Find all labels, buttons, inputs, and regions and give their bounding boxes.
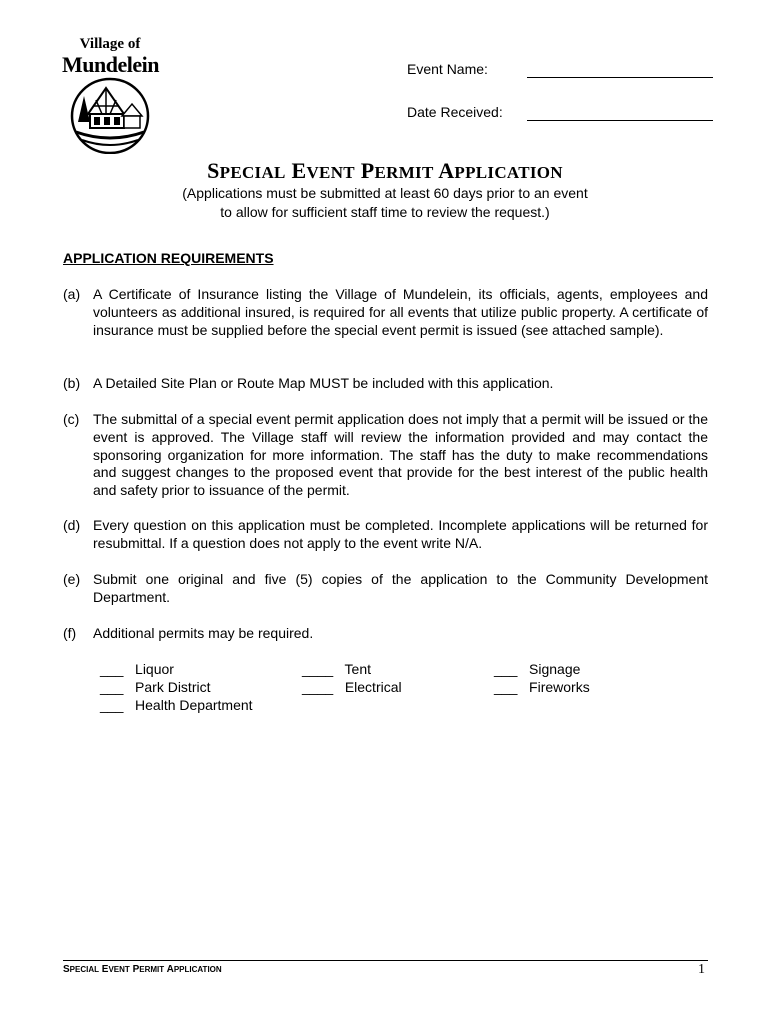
event-name-label: Event Name: [407,61,488,77]
requirement-label: (a) [63,286,81,302]
requirement-text: The submittal of a special event permit application does not imply that a permit will be issued or the event is approved. The Village staff will review the information provided and may contact the sponsoring organization for more information. The staff has the duty to make recommendations and suggest changes to the proposed event that provide for the best interest of the public health and safety prior to issuance of the permit. [93,411,708,499]
requirement-label: (d) [63,517,81,533]
event-name-field[interactable] [527,77,713,78]
requirement-a [63,286,708,339]
requirement-label: (c) [63,411,80,427]
permit-tent[interactable]: ____ Tent [302,661,372,677]
requirement-text: Submit one original and five (5) copies of the application to the Community Development Department. [93,571,708,605]
permit-signage[interactable]: ___ Signage [494,661,581,677]
date-received-field[interactable] [527,120,713,121]
requirement-text: Every question on this application must be completed. Incomplete applications will be returned for resubmittal. If a question does not apply to the event write N/A. [93,517,708,551]
page-number: 1 [698,962,705,977]
date-received-label: Date Received: [407,104,503,120]
subtitle-line-1: (Applications must be submitted at least 60 days prior to an event [182,185,588,201]
requirement-f [63,625,708,643]
requirement-label: (e) [63,571,81,587]
subtitle-line-2: to allow for sufficient staff time to review the request.) [220,204,550,220]
requirement-text: Additional permits may be required. [93,625,314,641]
requirement-label: (f) [63,625,77,641]
logo-name-text: Mundelein [62,52,159,77]
logo-seal-icon [66,74,154,154]
requirement-label: (b) [63,375,81,391]
logo-top-text: Village of [79,36,141,52]
page-title: SPECIAL EVENT PERMIT APPLICATION [207,158,563,183]
requirement-text: A Certificate of Insurance listing the Village of Mundelein, its officials, agents, employees and volunteers as additional insured, is required for all events that utilize public property. A certificate of insurance must be supplied before the special event permit is issued (see attached sample). [93,286,708,338]
village-logo [62,36,158,154]
requirement-c [63,411,708,500]
requirement-b [63,375,708,393]
footer-divider [63,960,708,961]
requirement-d [63,517,708,553]
permit-health-department[interactable]: ___ Health Department [100,697,253,713]
permit-electrical[interactable]: ____ Electrical [302,679,402,695]
permit-liquor[interactable]: ___ Liquor [100,661,174,677]
requirement-text: A Detailed Site Plan or Route Map MUST be included with this application. [93,375,554,391]
permit-fireworks[interactable]: ___ Fireworks [494,679,590,695]
permit-park-district[interactable]: ___ Park District [100,679,211,695]
requirement-e [63,571,708,607]
footer-title: SPECIAL EVENT PERMIT APPLICATION [63,964,222,975]
requirements-heading: APPLICATION REQUIREMENTS [63,250,274,266]
